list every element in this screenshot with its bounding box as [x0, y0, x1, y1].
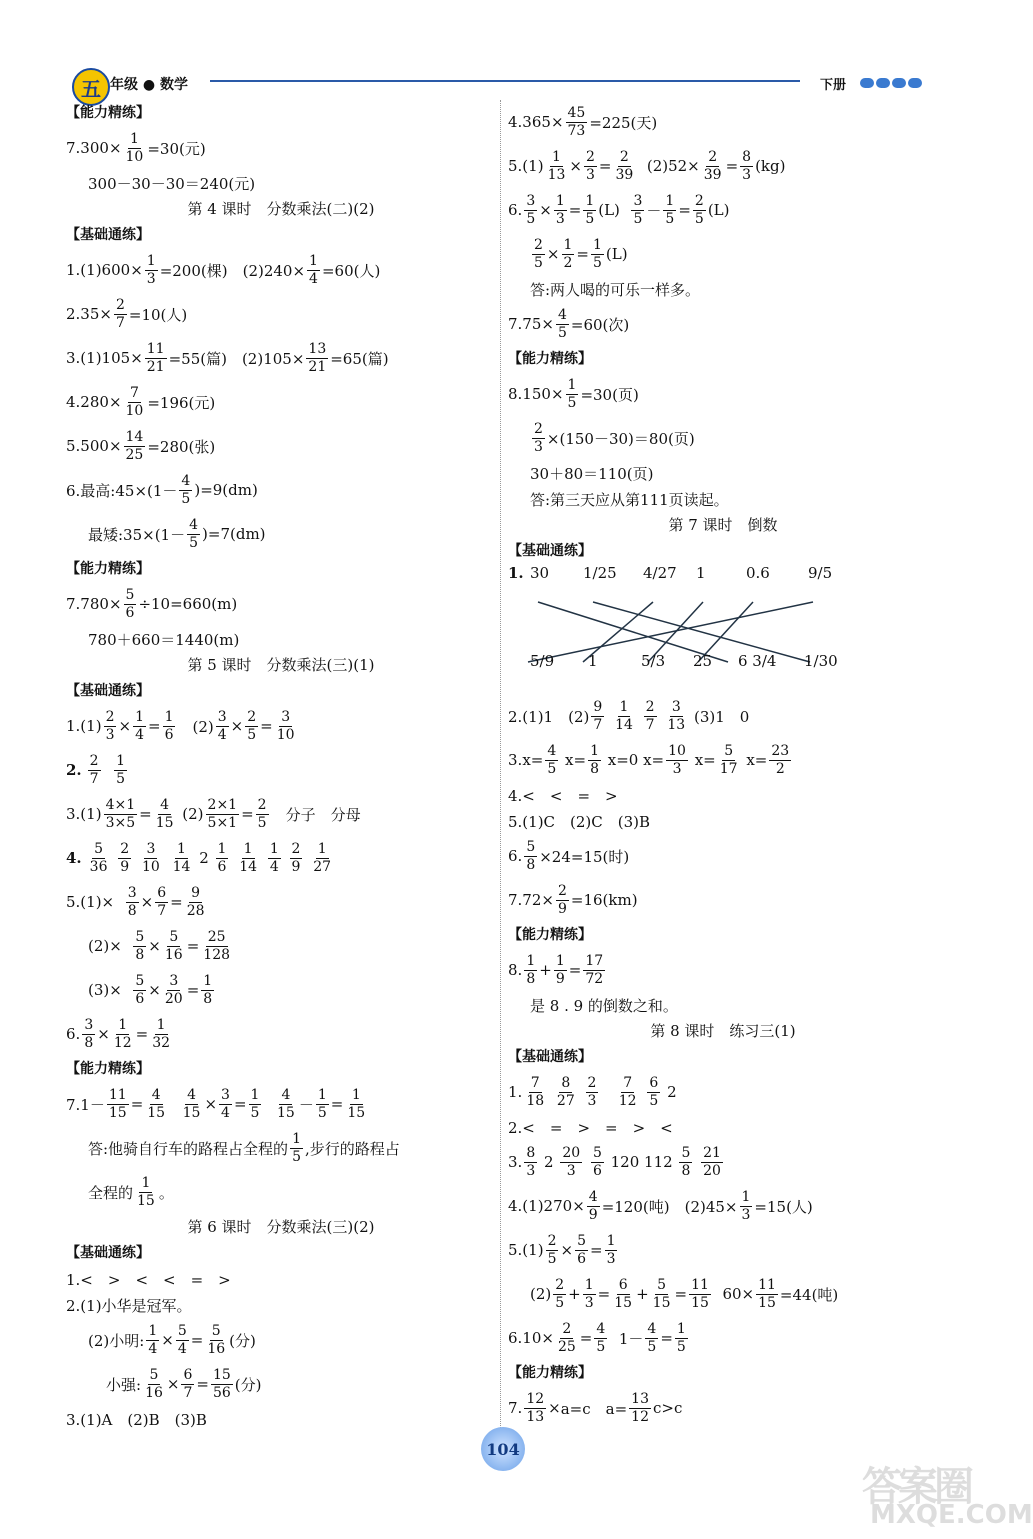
section-tag: 【能力精练】: [508, 927, 592, 943]
match-bottom-item: 1: [588, 652, 598, 670]
match-top-item: 9/5: [808, 564, 833, 582]
watermark-logo: 答案圈: [862, 1464, 970, 1510]
answer-line: 4. $\frac{5}{36}$ $\frac{2}{9}$ $\frac{3}{10}$ $\frac{1}{14}$ 2 $\frac{1}{6}$ $\frac{1}{14}$ $\frac{1}{4}$ $\frac{2}{9}$ $\frac{1}{27}$: [66, 840, 332, 875]
section-tag: 【能力精练】: [66, 1061, 150, 1077]
answer-line: 5.(1) $\frac{2}{5}$ × $\frac{5}{6}$ = $\frac{1}{3}$: [508, 1232, 616, 1267]
answer-line: 1.(1)600× $\frac{1}{3}$ =200(棵) (2)240× $\frac{1}{4}$ =60(人): [66, 252, 381, 287]
answer-line: 答:他骑自行车的路程占全程的 $\frac{1}{5}$ ,步行的路程占: [88, 1130, 400, 1165]
answer-line: 300－30－30＝240(元): [88, 174, 256, 193]
answer-line: 7. $\frac{12}{13}$ × a=c a= $\frac{13}{12}$ c>c: [508, 1390, 683, 1425]
match-bottom-item: 25: [693, 652, 713, 670]
answer-line: 7.780× $\frac{5}{6}$ ÷10=660(m): [66, 586, 238, 621]
reciprocal-matching: 1. 30 1/25 4/27 1 0.6 9/5 5/9 1 5/3 25 6 3/4 1/30: [508, 564, 838, 694]
answer-line: 全程的 $\frac{1}{15}$ 。: [88, 1174, 174, 1209]
match-top-item: 1: [696, 564, 706, 582]
column-divider: [500, 100, 502, 1430]
answer-line: (3)× $\frac{5}{6}$ × $\frac{3}{20}$ = $\frac{1}{8}$: [88, 972, 213, 1007]
answer-line: 4.< < = >: [508, 786, 618, 805]
match-top-item: 1/25: [583, 564, 617, 582]
lesson-title: 第 4 课时 分数乘法(二)(2): [187, 200, 375, 218]
answer-line: 小强: $\frac{5}{16}$ × $\frac{6}{7}$ = $\frac{15}{56}$ (分): [106, 1366, 262, 1401]
header-rule: [210, 80, 800, 82]
section-tag: 【能力精练】: [508, 1365, 592, 1381]
watermark-site: MXQE.COM: [870, 1500, 1033, 1530]
answer-line: 6.10× $\frac{2}{25}$ = $\frac{4}{5}$ 1－ $\frac{4}{5}$ = $\frac{1}{5}$: [508, 1320, 686, 1355]
match-bottom-item: 6 3/4: [738, 652, 777, 670]
lesson-title: 第 5 课时 分数乘法(三)(1): [187, 656, 375, 674]
answer-line: 3. $\frac{8}{3}$ 2 $\frac{20}{3}$ $\frac{5}{6}$ 120 112 $\frac{5}{8}$ $\frac{21}{20}$: [508, 1144, 721, 1179]
match-top-item: 0.6: [746, 564, 770, 582]
section-tag: 【能力精练】: [66, 561, 150, 577]
answer-line: 3.(1)A (2)B (3)B: [66, 1410, 207, 1429]
answer-line: 3.(1)105× $\frac{11}{21}$ =55(篇) (2)105× $\frac{13}{21}$ =65(篇): [66, 340, 389, 375]
answer-line: 1. $\frac{7}{18}$ $\frac{8}{27}$ $\frac{2}{3}$ $\frac{7}{12}$ $\frac{6}{5}$ 2: [508, 1074, 677, 1109]
answer-line: 7.1－ $\frac{11}{15}$ = $\frac{4}{15}$ $\frac{4}{15}$ × $\frac{3}{4}$ = $\frac{1}{5}$ $\frac{4}{15}$ － $\frac{1}{5}$ = $\frac{1}{15}$: [66, 1086, 366, 1121]
answer-line: 3.(1) $\frac{4\times 1}{3\times 5}$ = $\frac{4}{15}$ (2) $\frac{2\times 1}{5\times 1}$ = $\frac{2}{5}$ 分子 分母: [66, 796, 361, 831]
answer-line: 6. $\frac{5}{8}$ ×24=15(时): [508, 838, 630, 873]
section-tag: 【基础通练】: [66, 227, 150, 243]
answer-line: 4.365× $\frac{45}{73}$ =225(天): [508, 104, 658, 139]
answer-line: 6. $\frac{3}{5}$ × $\frac{1}{3}$ = $\frac{1}{5}$ (L) $\frac{3}{5}$ － $\frac{1}{5}$ = $\frac{2}{5}$ (L): [508, 192, 730, 227]
answer-line: 7.300× $\frac{1}{10}$ =30(元): [66, 130, 206, 165]
answer-line: $\frac{2}{5}$ × $\frac{1}{2}$ = $\frac{1}{5}$ (L): [534, 236, 628, 271]
answer-line: 7.72× $\frac{2}{9}$ =16(km): [508, 882, 638, 917]
page-number: 104: [481, 1427, 525, 1471]
section-tag: 【能力精练】: [508, 351, 592, 367]
answer-line: 2.< = > = > <: [508, 1118, 673, 1137]
section-tag: 【能力精练】: [66, 105, 150, 121]
answer-line: 是 8 . 9 的倒数之和。: [530, 996, 678, 1015]
answer-line: 1.< > < < = >: [66, 1270, 231, 1289]
match-top-item: 30: [530, 564, 550, 582]
header-volume: 下册: [820, 78, 847, 93]
answer-line: 4.(1)270× $\frac{4}{9}$ =120(吨) (2)45× $\frac{1}{3}$ =15(人): [508, 1188, 813, 1223]
answer-line: 5.(1)C (2)C (3)B: [508, 812, 651, 831]
answer-line: 5.500× $\frac{14}{25}$ =280(张): [66, 428, 216, 463]
header-title: 年级 ● 数学: [110, 77, 188, 93]
lesson-title: 第 7 课时 倒数: [668, 516, 778, 534]
answer-line: 2.(1)1 (2) $\frac{9}{7}$ $\frac{1}{14}$ $\frac{2}{7}$ $\frac{3}{13}$ (3)1 0: [508, 698, 750, 733]
answer-line: 6. $\frac{3}{8}$ × $\frac{1}{12}$ = $\frac{1}{32}$: [66, 1016, 171, 1051]
match-top-item: 4/27: [643, 564, 677, 582]
lesson-title: 第 6 课时 分数乘法(三)(2): [187, 1218, 375, 1236]
section-tag: 【基础通练】: [508, 1049, 592, 1065]
match-bottom-item: 5/9: [530, 652, 555, 670]
answer-line: 1.(1) $\frac{2}{3}$ × $\frac{1}{4}$ = $\frac{1}{6}$ (2) $\frac{3}{4}$ × $\frac{2}{5}$ = $\frac{3}{10}$: [66, 708, 295, 743]
match-bottom-item: 1/30: [804, 652, 838, 670]
answer-line: (2) $\frac{2}{5}$ + $\frac{1}{3}$ = $\frac{6}{15}$ + $\frac{5}{15}$ = $\frac{11}{15}$ 60× $\frac{11}{15}$ =44(吨): [530, 1276, 839, 1311]
answer-line: $\frac{2}{3}$ ×(150－30)＝80(页): [534, 420, 695, 455]
answer-line: 2. $\frac{2}{7}$ $\frac{1}{5}$: [66, 752, 126, 787]
match-lines: [508, 584, 838, 674]
page-header: [0, 0, 1000, 105]
lesson-title: 第 8 课时 练习三(1): [650, 1022, 796, 1040]
answer-line: (2)× $\frac{5}{8}$ × $\frac{5}{16}$ = $\frac{25}{128}$: [88, 928, 231, 963]
answer-line: 30＋80＝110(页): [530, 464, 654, 483]
answer-line: 3. x= $\frac{4}{5}$ x= $\frac{1}{8}$ x=0 x= $\frac{10}{3}$ x= $\frac{5}{17}$ x= $\frac{23}{2}$: [508, 742, 790, 777]
answer-line: 8.150× $\frac{1}{5}$ =30(页): [508, 376, 639, 411]
answer-line: 7.75× $\frac{4}{5}$ =60(次): [508, 306, 630, 341]
section-tag: 【基础通练】: [66, 1245, 150, 1261]
answer-line: 5.(1)× $\frac{3}{8}$ × $\frac{6}{7}$ = $\frac{9}{28}$: [66, 884, 205, 919]
answer-line: 答:两人喝的可乐一样多。: [530, 280, 701, 299]
answer-line: 6.最高:45×(1－ $\frac{4}{5}$ )=9(dm): [66, 472, 258, 507]
answer-line: (2)小明: $\frac{1}{4}$ × $\frac{5}{4}$ = $\frac{5}{16}$ (分): [88, 1322, 256, 1357]
grade-badge: 五: [72, 68, 110, 106]
section-tag: 【基础通练】: [508, 543, 592, 559]
answer-line: 780＋660＝1440(m): [88, 630, 240, 649]
answer-line: 2.(1)小华是冠军。: [66, 1296, 192, 1315]
answer-line: 最矮:35×(1－ $\frac{4}{5}$ )=7(dm): [88, 516, 266, 551]
answer-line: 5.(1) $\frac{1}{13}$ × $\frac{2}{3}$ = $\frac{2}{39}$ (2)52× $\frac{2}{39}$ = $\frac{8}{3}$ (kg): [508, 148, 786, 183]
answer-line: 4.280× $\frac{7}{10}$ =196(元): [66, 384, 216, 419]
section-tag: 【基础通练】: [66, 683, 150, 699]
right-column: [508, 100, 938, 1430]
match-bottom-item: 5/3: [641, 652, 666, 670]
answer-line: 8. $\frac{1}{8}$ + $\frac{1}{9}$ = $\frac{17}{72}$: [508, 952, 604, 987]
answer-line: 答:第三天应从第111页读起。: [530, 490, 729, 509]
answer-line: 2.35× $\frac{2}{7}$ =10(人): [66, 296, 188, 331]
left-column: [66, 100, 496, 1432]
header-decoration: [860, 78, 922, 88]
